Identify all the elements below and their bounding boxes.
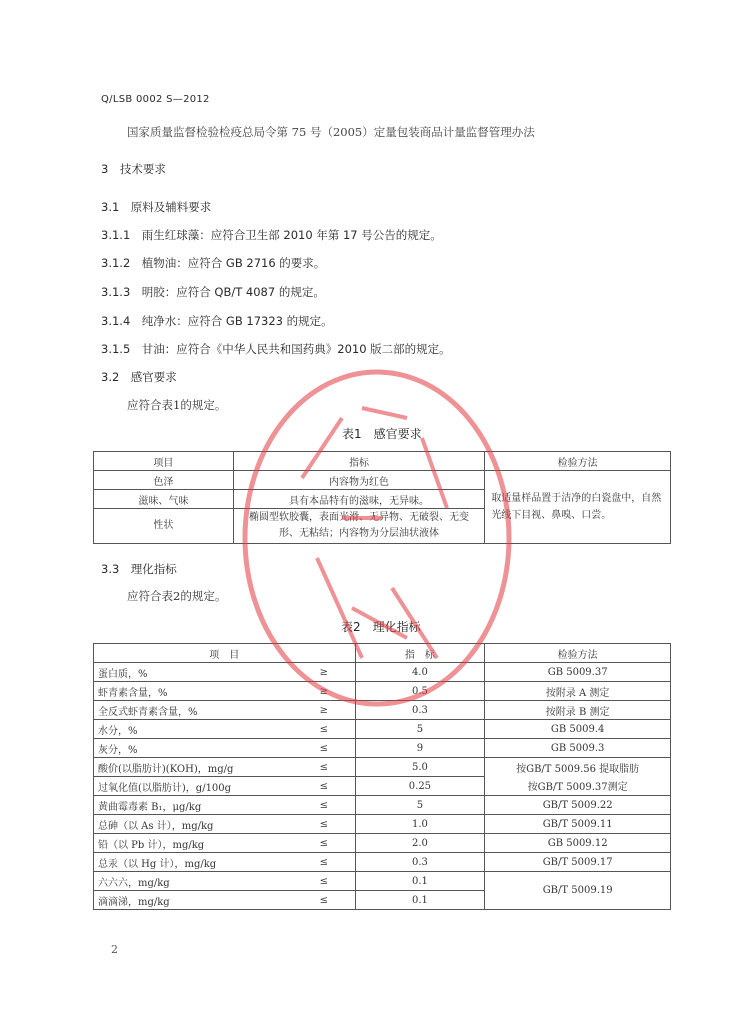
table2-symbol: ≤ <box>293 796 355 815</box>
section-3-1-5: 3.1.5 甘油：应符合《中华人民共和国药典》2010 版二部的规定。 <box>101 342 451 356</box>
table2-header-item: 项 目 <box>94 644 356 663</box>
table2-value: 0.1 <box>355 891 485 910</box>
table2-physicochemical <box>93 643 671 910</box>
table1-cell: 性状 <box>94 509 234 544</box>
table2-method: GB 5009.4 <box>485 720 671 739</box>
table2-symbol: ≥ <box>293 663 355 682</box>
table2-symbol: ≤ <box>293 777 355 796</box>
table2-value: 2.0 <box>355 834 485 853</box>
table2-value: 5 <box>355 720 485 739</box>
table2-method: 按GB/T 5009.37测定 <box>485 777 671 796</box>
table2-method: GB/T 5009.22 <box>485 796 671 815</box>
table2-value: 0.25 <box>355 777 485 796</box>
table1-cell: 内容物为红色 <box>233 471 485 490</box>
table2-value: 9 <box>355 739 485 758</box>
table1-method-cell: 取适量样品置于洁净的白瓷盘中，自然光线下目视、鼻嗅、口尝。 <box>485 471 671 544</box>
table2-value: 5 <box>355 796 485 815</box>
table1-sensory <box>93 451 671 544</box>
table2-method: GB 5009.3 <box>485 739 671 758</box>
section-3-1-4: 3.1.4 纯净水：应符合 GB 17323 的规定。 <box>101 314 333 328</box>
table2-item: 总砷（以 As 计），mg/kg <box>94 815 294 834</box>
table2-item: 铅（以 Pb 计），mg/kg <box>94 834 294 853</box>
table2-value: 1.0 <box>355 815 485 834</box>
table2-item: 全反式虾青素含量，% <box>94 701 294 720</box>
table2-item: 虾青素含量，% <box>94 682 294 701</box>
table2-value: 0.3 <box>355 853 485 872</box>
table2-symbol: ≥ <box>293 682 355 701</box>
table2-item: 水分，% <box>94 720 294 739</box>
section-3-1-heading: 3.1 原料及辅料要求 <box>101 200 212 214</box>
table2-symbol: ≤ <box>293 853 355 872</box>
table2-value: 0.1 <box>355 872 485 891</box>
table2-item: 六六六，mg/kg <box>94 872 294 891</box>
reference-line: 国家质量监督检验检疫总局令第 75 号（2005）定量包装商品计量监督管理办法 <box>127 125 535 139</box>
table1-header-spec: 指标 <box>233 452 485 471</box>
table2-item: 总汞（以 Hg 计），mg/kg <box>94 853 294 872</box>
table2-item: 滴滴涕，mg/kg <box>94 891 294 910</box>
table2-method: GB/T 5009.11 <box>485 815 671 834</box>
table2-value: 5.0 <box>355 758 485 777</box>
table2-symbol: ≤ <box>293 739 355 758</box>
section-3-1-3: 3.1.3 明胶：应符合 QB/T 4087 的规定。 <box>101 285 325 299</box>
table1-cell: 椭圆型软胶囊，表面光滑、无异物、无破裂、无变形、无粘结；内容物为分层油状液体 <box>233 509 485 544</box>
table2-value: 4.0 <box>355 663 485 682</box>
table2-value: 0.5 <box>355 682 485 701</box>
table2-method: GB/T 5009.19 <box>485 872 671 910</box>
section-3-3-text: 应符合表2的规定。 <box>127 589 227 603</box>
section-3-3-heading: 3.3 理化指标 <box>101 562 177 576</box>
table1-header-method: 检验方法 <box>485 452 671 471</box>
table2-item: 酸价(以脂肪计)(KOH)，mg/g <box>94 758 294 777</box>
table2-symbol: ≤ <box>293 872 355 891</box>
section-3-heading: 3 技术要求 <box>101 162 166 176</box>
standard-code: Q/LSB 0002 S—2012 <box>101 94 210 105</box>
table2-method: 按附录 B 测定 <box>485 701 671 720</box>
table2-symbol: ≥ <box>293 701 355 720</box>
table2-item: 过氧化值(以脂肪计)，g/100g <box>94 777 294 796</box>
table1-cell: 色泽 <box>94 471 234 490</box>
table2-symbol: ≤ <box>293 834 355 853</box>
table2-method: 按GB/T 5009.56 提取脂肪 <box>485 758 671 777</box>
table2-item: 灰分，% <box>94 739 294 758</box>
table2-method: GB 5009.37 <box>485 663 671 682</box>
table2-header-method: 检验方法 <box>485 644 671 663</box>
section-3-1-1: 3.1.1 雨生红球藻：应符合卫生部 2010 年第 17 号公告的规定。 <box>101 228 442 242</box>
table2-method: GB/T 5009.17 <box>485 853 671 872</box>
table2-value: 0.3 <box>355 701 485 720</box>
table1-cell: 滋味、气味 <box>94 490 234 509</box>
table2-item: 黄曲霉毒素 B₁，μg/kg <box>94 796 294 815</box>
table1-header-item: 项目 <box>94 452 234 471</box>
table2-item: 蛋白质，% <box>94 663 294 682</box>
table2-symbol: ≤ <box>293 891 355 910</box>
table2-method: 按附录 A 测定 <box>485 682 671 701</box>
section-3-2-heading: 3.2 感官要求 <box>101 370 177 384</box>
table1-caption: 表1 感官要求 <box>342 427 422 441</box>
table2-caption: 表2 理化指标 <box>341 620 421 634</box>
section-3-2-text: 应符合表1的规定。 <box>127 398 227 412</box>
table2-symbol: ≤ <box>293 758 355 777</box>
table2-header-spec: 指 标 <box>355 644 485 663</box>
table2-symbol: ≤ <box>293 815 355 834</box>
table1-cell: 具有本品特有的滋味，无异味。 <box>233 490 485 509</box>
section-3-1-2: 3.1.2 植物油：应符合 GB 2716 的要求。 <box>101 256 326 270</box>
page-number: 2 <box>111 943 118 956</box>
table2-symbol: ≤ <box>293 720 355 739</box>
table2-method: GB 5009.12 <box>485 834 671 853</box>
